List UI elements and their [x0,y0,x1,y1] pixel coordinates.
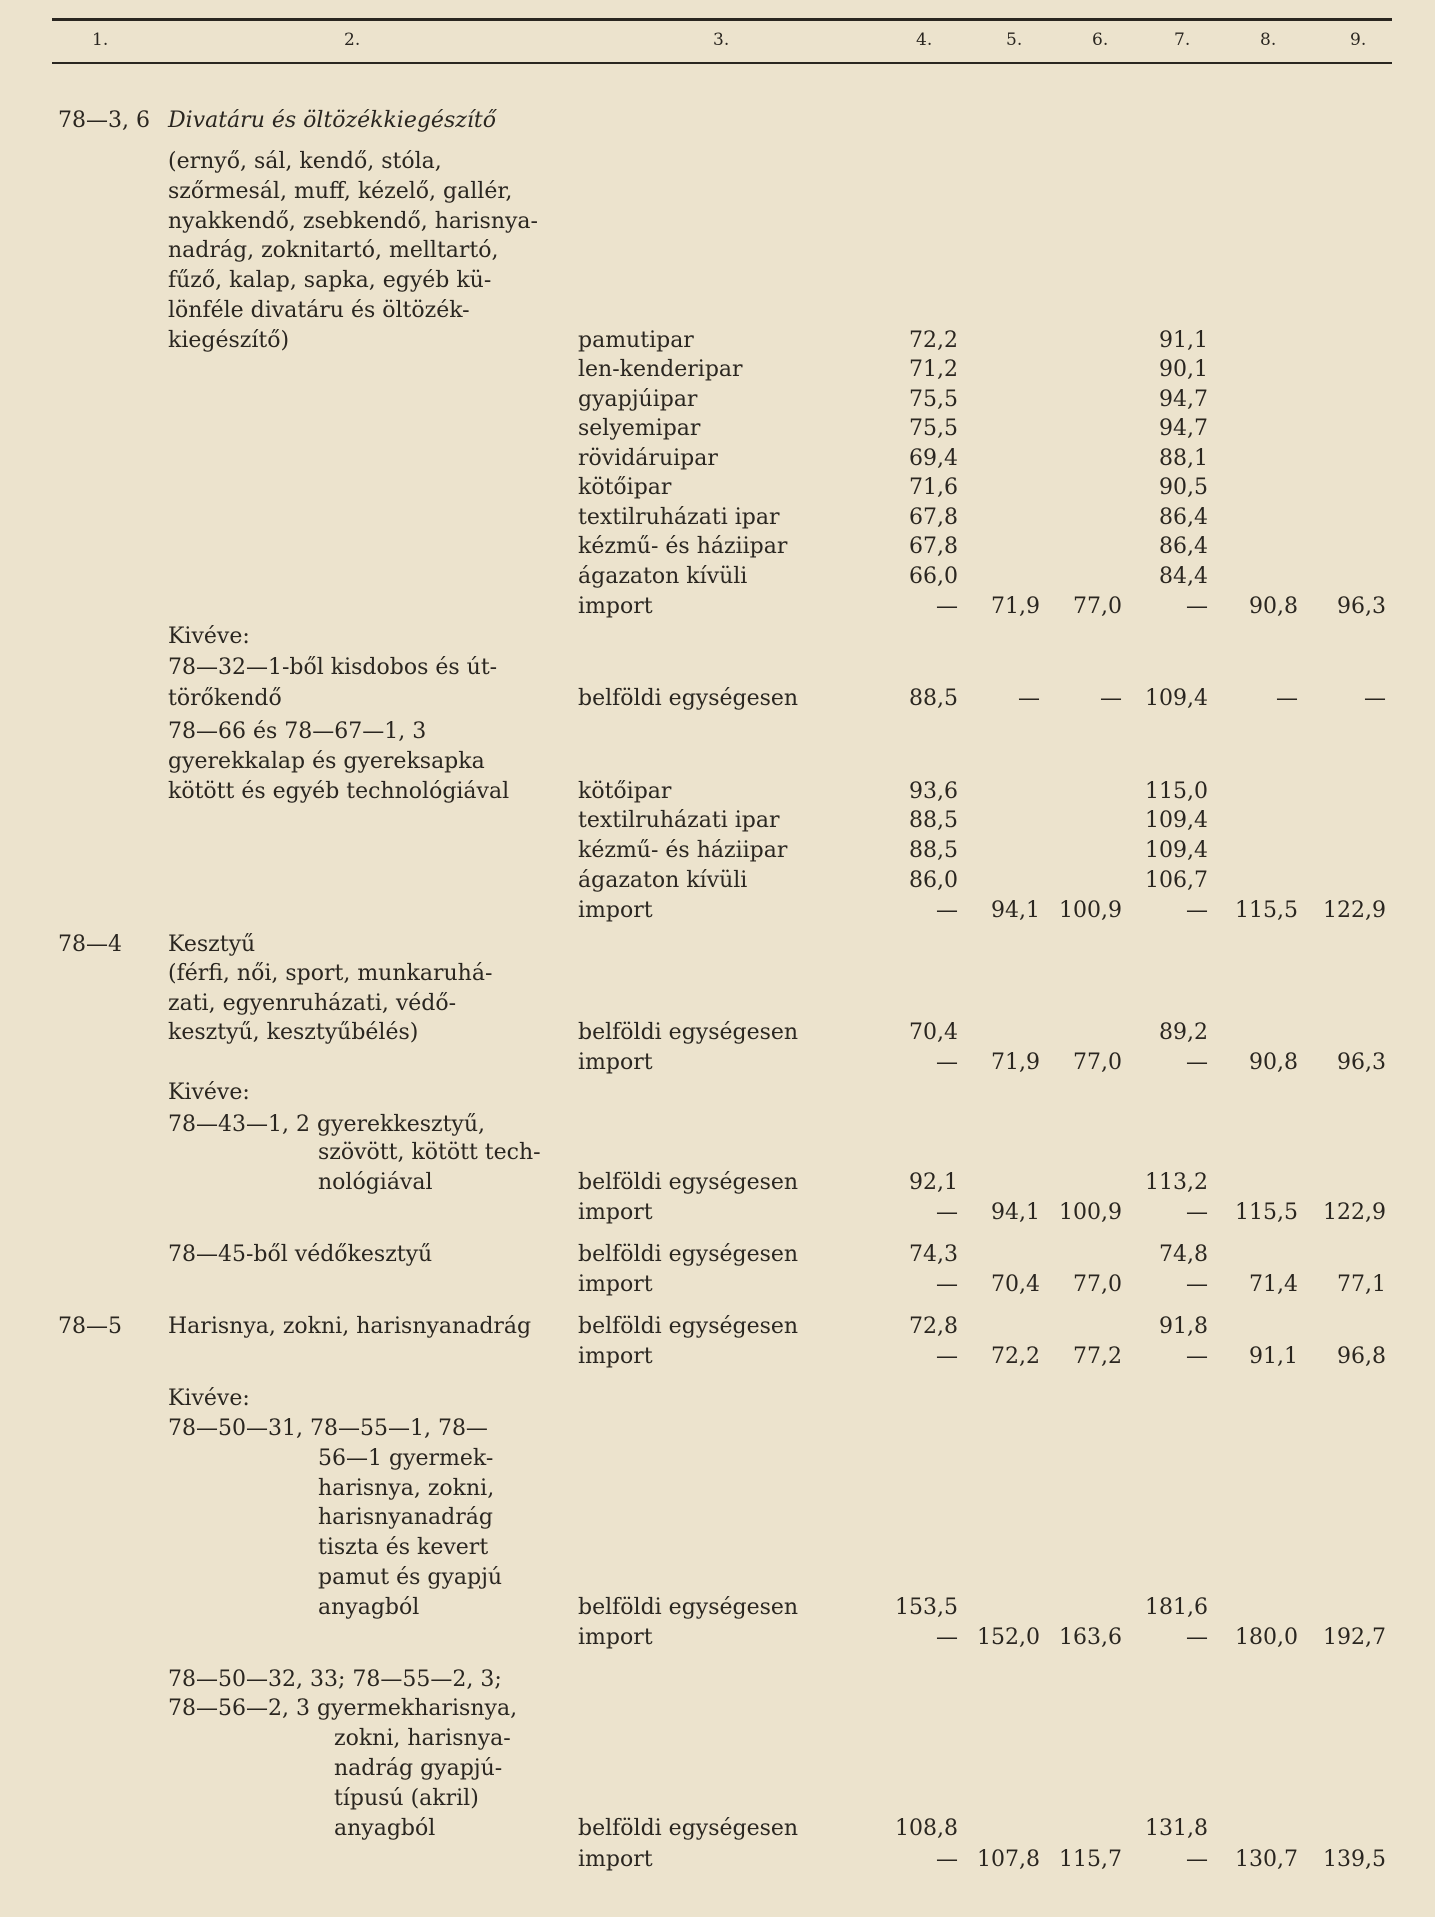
value-col-6: 77,0 [1073,1050,1122,1075]
producer-sector: belföldi egységesen [578,1314,799,1339]
table-row [0,296,1435,326]
producer-sector: import [578,1344,653,1369]
item-description: anyagból [318,1595,420,1620]
table-row [0,1198,1435,1228]
value-col-4: 86,0 [909,868,958,893]
column-number: 3. [713,30,730,50]
item-description: Kivéve: [168,624,250,649]
item-description: 78—50—31, 78—55—1, 78— [168,1416,488,1441]
producer-sector: kézmű- és háziipar [578,838,788,863]
value-col-6: 77,0 [1073,594,1122,619]
value-col-5: 94,1 [991,1200,1040,1225]
table-row [0,355,1435,385]
value-col-8: — [1276,686,1298,711]
value-col-6: 77,2 [1073,1344,1122,1369]
value-col-4: 67,8 [909,534,958,559]
value-col-4: 108,8 [895,1816,958,1841]
value-col-8: 115,5 [1235,1200,1298,1225]
producer-sector: import [578,1272,653,1297]
table-row [0,1563,1435,1593]
table-row [0,236,1435,266]
table-row [0,1503,1435,1533]
value-col-9: 192,7 [1323,1625,1386,1650]
value-col-7: 113,2 [1145,1170,1208,1195]
value-col-4: 67,8 [909,505,958,530]
value-col-8: 71,4 [1249,1272,1298,1297]
producer-sector: ágazaton kívüli [578,868,748,893]
value-col-7: 91,1 [1159,328,1208,353]
value-col-6: 115,7 [1059,1847,1122,1872]
top-rule [52,18,1392,21]
table-row [0,1474,1435,1504]
table-row [0,622,1435,652]
table-row [0,717,1435,747]
table-row [0,414,1435,444]
item-description: 78—43—1, 2 gyerekkesztyű, [168,1112,486,1137]
value-col-6: 163,6 [1059,1625,1122,1650]
value-col-7: 106,7 [1145,868,1208,893]
table-row [0,1533,1435,1563]
value-col-4: 75,5 [909,416,958,441]
item-description: nológiával [318,1170,433,1195]
table-row [0,1240,1435,1270]
item-description: Harisnya, zokni, harisnyanadrág [168,1314,532,1339]
value-col-4: 74,3 [909,1242,958,1267]
column-number: 8. [1260,30,1277,50]
value-col-7: 89,2 [1159,1020,1208,1045]
value-col-7: 94,7 [1159,387,1208,412]
table-row [0,866,1435,896]
column-number: 5. [1006,30,1023,50]
value-col-5: 94,1 [991,898,1040,923]
producer-sector: textilruházati ipar [578,505,780,530]
table-row [0,326,1435,356]
item-description: Divatáru és öltözékkiegészítő [168,108,496,133]
value-col-4: — [936,1847,958,1872]
value-col-7: — [1186,898,1208,923]
producer-sector: belföldi egységesen [578,1595,799,1620]
column-number: 9. [1350,30,1367,50]
item-description: zokni, harisnya- [334,1726,511,1751]
table-row [0,989,1435,1019]
producer-sector: kézmű- és háziipar [578,534,788,559]
item-description: (férfi, női, sport, munkaruhá- [168,961,493,986]
producer-sector: belföldi egységesen [578,1242,799,1267]
item-code: 78—4 [58,932,122,957]
value-col-4: — [936,1625,958,1650]
value-col-9: 77,1 [1337,1272,1386,1297]
producer-sector: belföldi egységesen [578,1816,799,1841]
item-description: lönféle divatáru és öltözék- [168,298,470,323]
table-row [0,1110,1435,1140]
table-row [0,532,1435,562]
producer-sector: textilruházati ipar [578,808,780,833]
value-col-9: 139,5 [1323,1847,1386,1872]
item-description: 56—1 gyermek- [318,1446,494,1471]
column-number: 7. [1174,30,1191,50]
table-row [0,503,1435,533]
producer-sector: gyapjúipar [578,387,698,412]
value-col-4: — [936,1344,958,1369]
producer-sector: kötőipar [578,475,672,500]
producer-sector: belföldi egységesen [578,686,799,711]
value-col-4: 93,6 [909,779,958,804]
table-row [0,1845,1435,1875]
column-number: 2. [344,30,361,50]
value-col-4: 88,5 [909,838,958,863]
item-description: (ernyő, sál, kendő, stóla, [168,149,442,174]
table-row [0,106,1435,136]
table-row [0,747,1435,777]
table-row [0,1312,1435,1342]
item-description: zati, egyenruházati, védő- [168,991,457,1016]
producer-sector: selyemipar [578,416,701,441]
value-col-4: — [936,1272,958,1297]
value-col-5: 107,8 [977,1847,1040,1872]
value-col-6: 77,0 [1073,1272,1122,1297]
table-row [0,930,1435,960]
table-row [0,1694,1435,1724]
value-col-9: 96,3 [1337,594,1386,619]
item-code: 78—3, 6 [58,108,150,133]
table-row [0,207,1435,237]
item-description: törőkendő [168,686,282,711]
item-description: fűző, kalap, sapka, egyéb kü- [168,268,492,293]
table-row [0,777,1435,807]
value-col-7: 90,5 [1159,475,1208,500]
table-row [0,1665,1435,1695]
item-description: anyagból [334,1816,436,1841]
item-description: kiegészítő) [168,328,290,353]
item-description: szőrmesál, muff, kézelő, gallér, [168,179,513,204]
item-description: nyakkendő, zsebkendő, harisnya- [168,209,538,234]
producer-sector: import [578,1050,653,1075]
table-row [0,896,1435,926]
value-col-5: 71,9 [991,594,1040,619]
table-row [0,592,1435,622]
producer-sector: len-kenderipar [578,357,743,382]
table-row [0,1754,1435,1784]
producer-sector: import [578,1847,653,1872]
item-description: szövött, kötött tech- [318,1140,541,1165]
value-col-7: 91,8 [1159,1314,1208,1339]
header-rule [52,62,1392,64]
value-col-4: 88,5 [909,686,958,711]
column-number: 6. [1092,30,1109,50]
value-col-4: 153,5 [895,1595,958,1620]
value-col-5: 72,2 [991,1344,1040,1369]
column-number: 1. [92,30,109,50]
value-col-4: — [936,1050,958,1075]
producer-sector: import [578,1200,653,1225]
item-description: 78—56—2, 3 gyermekharisnya, [168,1696,518,1721]
value-col-6: — [1100,686,1122,711]
value-col-7: 90,1 [1159,357,1208,382]
table-row [0,959,1435,989]
item-description: kesztyű, kesztyűbélés) [168,1020,419,1045]
value-col-6: 100,9 [1059,898,1122,923]
table-row [0,1342,1435,1372]
value-col-8: 91,1 [1249,1344,1298,1369]
table-row [0,1138,1435,1168]
table-row [0,147,1435,177]
item-description: 78—32—1-ből kisdobos és út- [168,655,498,680]
item-description: gyerekkalap és gyereksapka [168,749,485,774]
table-row [0,177,1435,207]
value-col-8: 90,8 [1249,1050,1298,1075]
table-row [0,1724,1435,1754]
value-col-8: 115,5 [1235,898,1298,923]
value-col-7: — [1186,1272,1208,1297]
producer-sector: import [578,898,653,923]
value-col-9: 96,3 [1337,1050,1386,1075]
table-row [0,1623,1435,1653]
table-row [0,1168,1435,1198]
value-col-7: 109,4 [1145,838,1208,863]
value-col-7: — [1186,1050,1208,1075]
value-col-5: 71,9 [991,1050,1040,1075]
table-row [0,562,1435,592]
item-description: Kivéve: [168,1386,250,1411]
value-col-4: 92,1 [909,1170,958,1195]
producer-sector: pamutipar [578,328,694,353]
table-row [0,653,1435,683]
table-row [0,1414,1435,1444]
value-col-7: 86,4 [1159,534,1208,559]
value-col-7: 88,1 [1159,446,1208,471]
item-description: Kesztyű [168,932,256,957]
producer-sector: kötőipar [578,779,672,804]
producer-sector: rövidáruipar [578,446,718,471]
value-col-5: — [1018,686,1040,711]
value-col-7: 84,4 [1159,564,1208,589]
value-col-5: 152,0 [977,1625,1040,1650]
value-col-7: — [1186,1625,1208,1650]
value-col-8: 130,7 [1235,1847,1298,1872]
value-col-4: 70,4 [909,1020,958,1045]
producer-sector: belföldi egységesen [578,1170,799,1195]
value-col-4: 75,5 [909,387,958,412]
table-row [0,1078,1435,1108]
value-col-4: 71,6 [909,475,958,500]
value-col-7: — [1186,594,1208,619]
item-description: nadrág, zoknitartó, melltartó, [168,238,499,263]
table-row [0,1784,1435,1814]
value-col-4: 69,4 [909,446,958,471]
value-col-4: 66,0 [909,564,958,589]
value-col-4: — [936,594,958,619]
value-col-4: 72,8 [909,1314,958,1339]
value-col-8: 90,8 [1249,594,1298,619]
item-description: tiszta és kevert [318,1535,489,1560]
value-col-9: — [1364,686,1386,711]
producer-sector: import [578,1625,653,1650]
value-col-5: 70,4 [991,1272,1040,1297]
table-row [0,1384,1435,1414]
item-code: 78—5 [58,1314,122,1339]
value-col-4: 71,2 [909,357,958,382]
value-col-4: 88,5 [909,808,958,833]
value-col-4: 72,2 [909,328,958,353]
item-description: harisnyanadrág [318,1505,493,1530]
value-col-7: 115,0 [1145,779,1208,804]
item-description: pamut és gyapjú [318,1565,503,1590]
item-description: harisnya, zokni, [318,1476,495,1501]
value-col-7: — [1186,1344,1208,1369]
table-row [0,444,1435,474]
value-col-9: 96,8 [1337,1344,1386,1369]
table-row [0,266,1435,296]
table-row [0,1814,1435,1844]
item-description: 78—45-ből védőkesztyű [168,1242,433,1267]
value-col-7: — [1186,1847,1208,1872]
item-description: 78—50—32, 33; 78—55—2, 3; [168,1667,502,1692]
value-col-9: 122,9 [1323,898,1386,923]
producer-sector: ágazaton kívüli [578,564,748,589]
table-row [0,1593,1435,1623]
table-row [0,1018,1435,1048]
value-col-7: — [1186,1200,1208,1225]
value-col-7: 131,8 [1145,1816,1208,1841]
value-col-4: — [936,1200,958,1225]
item-description: nadrág gyapjú- [334,1756,503,1781]
item-description: típusú (akril) [334,1786,479,1811]
value-col-7: 74,8 [1159,1242,1208,1267]
value-col-7: 109,4 [1145,686,1208,711]
table-row [0,385,1435,415]
table-row [0,1444,1435,1474]
item-description: kötött és egyéb technológiával [168,779,510,804]
value-col-9: 122,9 [1323,1200,1386,1225]
table-row [0,806,1435,836]
value-col-7: 181,6 [1145,1595,1208,1620]
table-row [0,836,1435,866]
column-number: 4. [916,30,933,50]
table-row [0,1048,1435,1078]
producer-sector: import [578,594,653,619]
item-description: 78—66 és 78—67—1, 3 [168,719,427,744]
value-col-7: 94,7 [1159,416,1208,441]
value-col-6: 100,9 [1059,1200,1122,1225]
item-description: Kivéve: [168,1080,250,1105]
value-col-7: 86,4 [1159,505,1208,530]
table-row [0,473,1435,503]
producer-sector: belföldi egységesen [578,1020,799,1045]
table-row [0,684,1435,714]
value-col-4: — [936,898,958,923]
table-row [0,1270,1435,1300]
value-col-8: 180,0 [1235,1625,1298,1650]
value-col-7: 109,4 [1145,808,1208,833]
